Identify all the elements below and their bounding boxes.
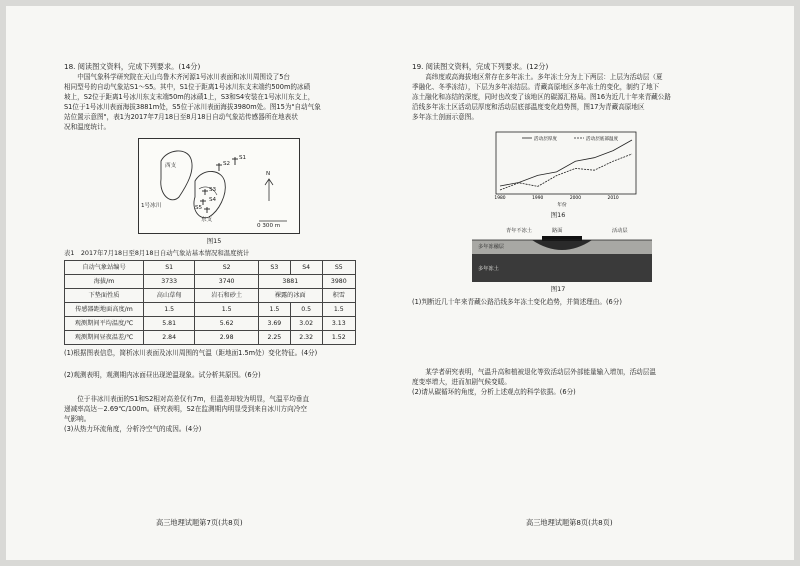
x-tick-label: 2000 xyxy=(569,196,582,201)
table-cell: 海拔/m xyxy=(65,275,144,289)
q19-intro-line: 冻土融化和冻结的深度，同时也改变了该地区的碳源汇格局。图16为近几十年来青藏公路 xyxy=(412,93,671,101)
table-cell: 3.02 xyxy=(290,317,322,331)
fig16-caption: 图16 xyxy=(550,211,566,219)
cross-label-soil: 青年不冻土 xyxy=(506,228,532,234)
q18-intro-line: S1位于1号冰川表面海拔3881m处，S5位于冰川表面海拔3980m处。图15为"自动气象 xyxy=(64,103,321,111)
table-cell: 1.5 xyxy=(258,303,290,317)
q18-intro-line: 站位置示意图"，表1为2017年7月18日至8月18日自动气象站传感器所在地表状 xyxy=(64,113,298,121)
table-row xyxy=(65,289,356,303)
table-cell: 3733 xyxy=(144,275,195,289)
table-cell: 2.25 xyxy=(258,331,290,345)
table-cell: 1.5 xyxy=(144,303,195,317)
exam-sheet xyxy=(6,6,794,560)
map-label-west-branch: 西支 xyxy=(165,163,177,169)
map-label-s1: S1 xyxy=(239,155,247,161)
station-stats-table xyxy=(64,260,356,345)
map-label-s5: S5 xyxy=(195,205,203,211)
q19-intro-line: 沿线多年冻土区活动层厚度和活动层底部温度变化趋势图，图17为青藏高原地区 xyxy=(412,103,645,111)
series-line-temperature xyxy=(500,154,632,190)
q18-sub-question-1: (1)根据图表信息，简析冰川表面及冰川周围的气温（距地面1.5m处）变化特征。(4分) xyxy=(64,349,318,357)
table-cell: 观测期间昼夜温差/℃ xyxy=(65,331,144,345)
table-cell: 1.5 xyxy=(195,303,259,317)
table1-title: 表1 2017年7月18日至8月18日自动气象站基本情况和温度统计 xyxy=(64,249,250,257)
legend-label-temperature: 活动层底部温度 xyxy=(586,137,619,142)
table-cell: 5.62 xyxy=(195,317,259,331)
x-tick-label: 1980 xyxy=(494,196,506,201)
table-cell: 3.13 xyxy=(322,317,355,331)
q18-intro-line: 坡上，S2位于距离1号冰川东支末端50m的冰碛1上，S3和S4安装在1号冰川东支上， xyxy=(64,93,315,101)
table-cell: 2.32 xyxy=(290,331,322,345)
q18-sub-question-3: (3)从热力环流角度，分析冷空气的成因。(4分) xyxy=(64,425,202,433)
right-page xyxy=(412,62,704,397)
x-tick-label: 2010 xyxy=(607,196,619,201)
table-row xyxy=(65,303,356,317)
q19-intro-line: 季融化、冬季冻结），下层为多年冻结层。青藏高原地区多年冻土的变化，制约了地下 xyxy=(412,83,660,91)
table-cell: 观测期间平均温度/℃ xyxy=(65,317,144,331)
table-cell: 3740 xyxy=(195,275,259,289)
cross-label-permafrost: 多年冻土 xyxy=(478,266,499,272)
q19-intro-line: 多年冻土剖面示意图。 xyxy=(412,113,478,121)
map-north-arrow: N xyxy=(266,171,271,177)
table-cell: 2.84 xyxy=(144,331,195,345)
permafrost-cross-section xyxy=(472,226,652,282)
table-cell: 1.52 xyxy=(322,331,355,345)
table-cell: 传感器距地面高度/m xyxy=(65,303,144,317)
table-cell: 下垫面性质 xyxy=(65,289,144,303)
map-label-glacier: 1号冰川 xyxy=(141,203,162,209)
cross-section-drawing xyxy=(472,226,652,282)
table-row xyxy=(65,261,356,275)
table-cell: 3.69 xyxy=(258,317,290,331)
table-cell: 高山草甸 xyxy=(144,289,195,303)
table-row xyxy=(65,275,356,289)
q18-sub3-intro-line: 气影响。 xyxy=(64,415,91,423)
table-cell: 0.5 xyxy=(290,303,322,317)
left-page-footer: 高三地理试题第7页(共8页) xyxy=(156,518,243,527)
x-axis-label: 年份 xyxy=(557,203,567,208)
q19-title: 19. 阅读图文资料，完成下列要求。(12分) xyxy=(412,62,549,71)
cross-label-freeze-thaw: 多年冻融层 xyxy=(478,244,504,250)
table-cell: S4 xyxy=(290,261,322,275)
right-page-footer: 高三地理试题第8页(共8页) xyxy=(526,518,613,527)
table-cell: 5.81 xyxy=(144,317,195,331)
glacier-outline-drawing xyxy=(139,139,299,233)
active-layer-trend-chart xyxy=(482,128,642,208)
fig17-caption: 图17 xyxy=(550,285,566,293)
table-cell: 1.5 xyxy=(322,303,355,317)
q18-intro-line: 相同型号的自动气象站S1～S5。其中，S1位于距离1号冰川东支末端约500m的冰碛 xyxy=(64,83,311,91)
table-cell: 岩石和砂土 xyxy=(195,289,259,303)
table-cell: 积雪 xyxy=(322,289,355,303)
table-cell: 自动气象站编号 xyxy=(65,261,144,275)
legend-label-thickness: 活动层厚度 xyxy=(534,137,557,142)
cross-label-road: 路面 xyxy=(552,228,563,234)
map-label-s4: S4 xyxy=(209,197,217,203)
table-cell: 3881 xyxy=(258,275,322,289)
fig15-caption: 图15 xyxy=(206,237,222,245)
trend-chart-svg xyxy=(482,128,642,208)
q18-intro-line: 况和温度统计。 xyxy=(64,123,111,131)
q19-intro-line: 高纬度或高海拔地区常存在多年冻土。多年冻土分为上下两层：上层为活动层（夏 xyxy=(425,73,663,81)
table-row xyxy=(65,331,356,345)
table-cell: S3 xyxy=(258,261,290,275)
map-label-s3: S3 xyxy=(209,187,217,193)
table-cell: S5 xyxy=(322,261,355,275)
q18-sub3-intro-line: 位于非冰川表面的S1和S2相对高差仅有7m，但温差却较为明显，气温平均垂直 xyxy=(77,395,309,403)
left-page xyxy=(64,62,364,434)
station-location-map xyxy=(138,138,300,234)
table-cell: S2 xyxy=(195,261,259,275)
table-cell: 3980 xyxy=(322,275,355,289)
map-label-east-branch: 东支 xyxy=(201,217,213,223)
q18-title: 18. 阅读图文资料，完成下列要求。(14分) xyxy=(64,62,201,71)
table-row xyxy=(65,317,356,331)
x-tick-label: 1990 xyxy=(532,196,544,201)
series-line-thickness xyxy=(500,140,632,186)
q18-sub3-intro-line: 递减率高达－2.69℃/100m。研究表明，S2在监测期内明显受到来自冰川方向冷空 xyxy=(64,405,307,413)
table-cell: 裸露的冰面 xyxy=(258,289,322,303)
q19-research-line: 某学者研究表明，气温升高和植被退化等致活动层外部能量输入增加，活动层温 xyxy=(425,368,656,376)
table-cell: 2.98 xyxy=(195,331,259,345)
q18-intro-line: 中国气象科学研究院在天山乌鲁木齐河源1号冰川表面和冰川周围设了5台 xyxy=(77,73,290,81)
cross-label-active-layer: 活动层 xyxy=(612,228,628,234)
table-cell: S1 xyxy=(144,261,195,275)
q18-sub-question-2: (2)观测表明，观测期内冰面昼出现逆温现象。试分析其原因。(6分) xyxy=(64,371,261,379)
q19-sub-question-1: (1)判断近几十年来青藏公路沿线多年冻土变化趋势，并简述理由。(6分) xyxy=(412,298,622,306)
map-label-s2: S2 xyxy=(223,161,231,167)
q19-research-line: 度变率增大，进而加剧气候变暖。 xyxy=(412,378,511,386)
q19-sub-question-2: (2)请从碳循环的角度，分析上述观点的科学依据。(6分) xyxy=(412,388,576,396)
map-scale-bar: 0 300 m xyxy=(257,223,281,229)
